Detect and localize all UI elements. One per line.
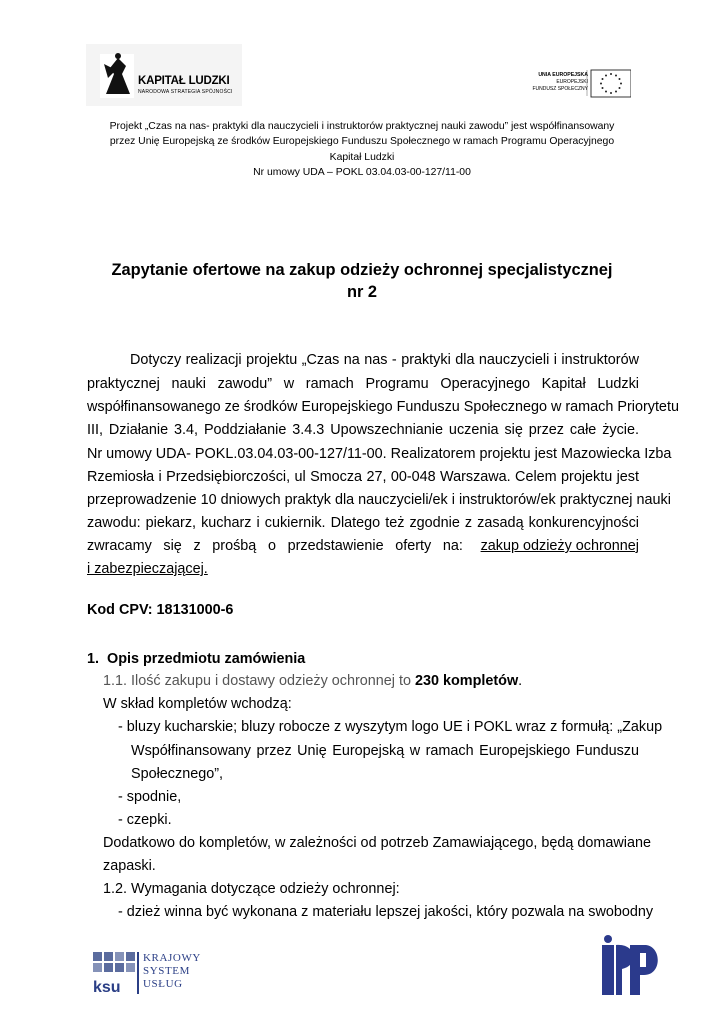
- set-contents-heading: W skład kompletów wchodzą:: [103, 696, 292, 712]
- word: się: [163, 538, 182, 554]
- project-info-line: Kapitał Ludzki: [329, 151, 395, 163]
- section-title: Opis przedmiotu zamówienia: [107, 651, 306, 667]
- additional-note-continuation: zapaski.: [103, 858, 156, 874]
- irp-logo: [600, 935, 660, 997]
- project-info-line: Nr umowy UDA – POKL 03.04.03-00-127/11-00: [253, 166, 471, 178]
- word: z: [193, 538, 201, 554]
- item-1-1: [103, 672, 522, 690]
- bullet-item-continuation: Współfinansowany przez Unię Europejską w ramach Europejskiego Funduszu: [131, 743, 639, 759]
- project-info: [60, 119, 664, 180]
- intro-line: Rzemiosła i Przedsiębiorczości, ul Smocza 27, 00-048 Warszawa. Celem projektu jest: [87, 469, 639, 485]
- bullet-item: - spodnie,: [118, 789, 182, 805]
- intro-line: Dotyczy realizacji projektu „Czas na nas - praktyki dla nauczycieli i instruktorów: [130, 352, 639, 368]
- intro-line: przeprowadzenie 10 dniowych praktyk dla nauczycieli/ek i instruktorów/ek praktycznej nauki: [87, 492, 671, 508]
- ksu-divider: [137, 952, 139, 994]
- eu-label-union: UNIA EUROPEJSKA: [538, 72, 588, 78]
- section-number: 1.: [87, 651, 100, 667]
- word: prośbą: [212, 538, 257, 554]
- word: przedstawienie: [287, 538, 384, 554]
- intro-line: praktycznej nauki zawodu” w ramach Programu Operacyjnego Kapitał Ludzki: [87, 376, 639, 392]
- item-1-1-end: .: [518, 673, 523, 689]
- item-1-1-quantity: 230 kompletów: [414, 673, 519, 689]
- intro-line: współfinansowanego ze środków Europejskiego Funduszu Społecznego w ramach Priorytetu: [87, 399, 679, 415]
- item-1-2: 1.2. Wymagania dotyczące odzieży ochronnej:: [103, 881, 400, 897]
- ksu-line: USŁUG: [143, 978, 183, 990]
- kapital-ludzki-subtitle: NARODOWA STRATEGIA SPÓJNOŚCI: [138, 89, 233, 95]
- intro-line-9-words: [87, 537, 463, 555]
- section-1-heading: [87, 651, 305, 667]
- bullet-item: - czepki.: [118, 812, 172, 828]
- word: o: [267, 538, 276, 554]
- word: na:: [442, 538, 463, 554]
- ksu-line: SYSTEM: [143, 965, 190, 977]
- bullet-item: - dzież winna być wykonana z materiału lepszej jakości, który pozwala na swobodny: [118, 904, 654, 920]
- ksu-logo: [93, 952, 203, 997]
- bullet-item-continuation: Społecznego”,: [131, 766, 224, 782]
- bullet-item: - bluzy kucharskie; bluzy robocze z wyszytym logo UE i POKL wraz z formułą: „Zakup: [118, 719, 663, 735]
- title-line-2: nr 2: [346, 283, 378, 301]
- additional-note: Dodatkowo do kompletów, w zależności od potrzeb Zamawiającego, będą domawiane: [103, 835, 651, 851]
- intro-line: [87, 537, 639, 555]
- eu-label-fund: FUNDUSZ SPOŁECZNY: [532, 86, 588, 92]
- project-info-line: przez Unię Europejską ze środków Europejskiego Funduszu Społecznego w ramach Programu Operacyjnego: [109, 136, 615, 148]
- offer-subject-link: zakup odzieży ochronnej: [480, 538, 639, 554]
- ksu-abbr: ksu: [93, 979, 121, 994]
- word: oferty: [395, 538, 432, 554]
- ksu-text: [143, 952, 201, 991]
- word: zwracamy: [87, 538, 152, 554]
- intro-line: Nr umowy UDA- POKL.03.04.03-00-127/11-00. Realizatorem projektu jest Mazowiecka Izba: [87, 446, 672, 462]
- eu-label-european: EUROPEJSKI: [556, 79, 588, 85]
- intro-line: zawodu: piekarz, kucharz i cukiernik. Dlatego też zgodnie z zasadą konkurencyjności: [87, 515, 639, 531]
- item-1-1-text: 1.1. Ilość zakupu i dostawy odzieży ochronnej to: [103, 673, 415, 689]
- intro-line: III, Działanie 3.4, Poddziałanie 3.4.3 Upowszechnianie uczenia się przez całe życie.: [87, 422, 639, 438]
- project-info-line: Projekt „Czas na nas- praktyki dla nauczycieli i instruktorów praktycznej nauki zawodu” jest współfinansowany: [109, 121, 615, 132]
- cpv-code: Kod CPV: 18131000-6: [87, 602, 234, 618]
- document-title: [80, 259, 644, 303]
- title-line-1: Zapytanie ofertowe na zakup odzieży ochronnej specjalistycznej: [111, 261, 613, 279]
- offer-subject-continuation: i zabezpieczającej.: [87, 561, 208, 577]
- ksu-grid-icon: [93, 952, 135, 994]
- ksu-line: KRAJOWY: [143, 952, 201, 964]
- kapital-ludzki-title: KAPITAŁ LUDZKI: [138, 75, 230, 87]
